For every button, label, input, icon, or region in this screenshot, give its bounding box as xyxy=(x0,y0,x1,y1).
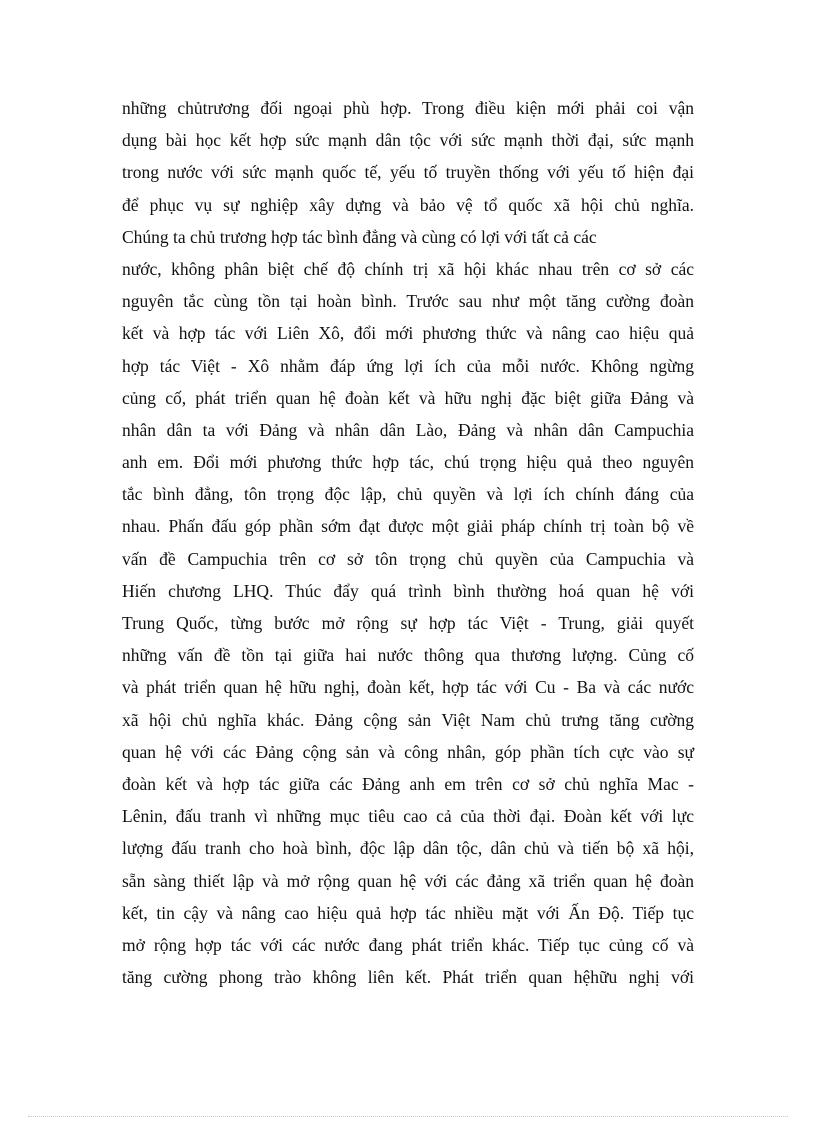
text-line: nhân dân ta với Đảng và nhân dân Lào, Đảng và nhân dân Campuchia xyxy=(122,419,694,440)
text-line: hợp tác Việt - Xô nhằm đáp ứng lợi ích của mỗi nước. Không ngừng xyxy=(122,355,694,376)
text-line: vấn đề Campuchia trên cơ sở tôn trọng chủ quyền của Campuchia và xyxy=(122,548,694,569)
text-line: trong nước với sức mạnh quốc tế, yếu tố truyền thống với yếu tố hiện đại xyxy=(122,162,694,183)
text-line: Hiến chương LHQ. Thúc đẩy quá trình bình thường hoá quan hệ với xyxy=(122,580,694,601)
text-line: đoàn kết và hợp tác giữa các Đảng anh em trên cơ sở chủ nghĩa Mac - xyxy=(122,773,694,794)
text-line: những vấn đề tồn tại giữa hai nước thông qua thương lượng. Củng cố xyxy=(122,645,694,666)
text-line: và phát triển quan hệ hữu nghị, đoàn kết, hợp tác với Cu - Ba và các nước xyxy=(122,677,694,698)
text-line: tăng cường phong trào không liên kết. Phát triển quan hệhữu nghị với xyxy=(122,967,694,988)
text-line: anh em. Đổi mới phương thức hợp tác, chú trọng hiệu quả theo nguyên xyxy=(122,452,694,473)
text-line: để phục vụ sự nghiệp xây dựng và bảo vệ tổ quốc xã hội chủ nghĩa. xyxy=(122,194,694,215)
footer-divider xyxy=(28,1116,788,1117)
text-line: lượng đấu tranh cho hoà bình, độc lập dân tộc, dân chủ và tiến bộ xã hội, xyxy=(122,838,694,859)
text-line: nguyên tắc cùng tồn tại hoàn bình. Trước sau như một tăng cường đoàn xyxy=(122,291,694,312)
text-line: sẵn sàng thiết lập và mở rộng quan hệ với các đảng xã triển quan hệ đoàn xyxy=(122,870,694,891)
text-line: nhau. Phấn đấu góp phần sớm đạt được một giải pháp chính trị toàn bộ về xyxy=(122,516,694,537)
text-line: Trung Quốc, từng bước mở rộng sự hợp tác Việt - Trung, giải quyết xyxy=(122,613,694,633)
text-line: mở rộng hợp tác với các nước đang phát triển khác. Tiếp tục củng cố và xyxy=(122,934,694,955)
text-line: củng cố, phát triển quan hệ đoàn kết và hữu nghị đặc biệt giữa Đảng và xyxy=(122,387,694,408)
text-line: những chủtrương đối ngoại phù hợp. Trong điều kiện mới phải coi vận xyxy=(122,98,694,118)
text-line: kết và hợp tác với Liên Xô, đổi mới phương thức và nâng cao hiệu quả xyxy=(122,323,694,344)
text-line: tắc bình đẳng, tôn trọng độc lập, chủ quyền và lợi ích chính đáng của xyxy=(122,484,694,505)
text-line: Chúng ta chủ trương hợp tác bình đẳng và cùng có lợi với tất cả các xyxy=(122,226,597,247)
text-line: Lênin, đấu tranh vì những mục tiêu cao cả của thời đại. Đoàn kết với lực xyxy=(122,806,694,827)
text-line: quan hệ với các Đảng cộng sản và công nhân, góp phần tích cực vào sự xyxy=(122,741,694,762)
text-line: dụng bài học kết hợp sức mạnh dân tộc với sức mạnh thời đại, sức mạnh xyxy=(122,130,694,151)
text-line: xã hội chủ nghĩa khác. Đảng cộng sản Việt Nam chủ trưng tăng cường xyxy=(122,709,694,730)
text-line: nước, không phân biệt chế độ chính trị xã hội khác nhau trên cơ sở các xyxy=(122,258,694,279)
body-text xyxy=(122,92,694,993)
text-line: kết, tin cậy và nâng cao hiệu quả hợp tác nhiều mặt với Ấn Độ. Tiếp tục xyxy=(122,902,694,923)
